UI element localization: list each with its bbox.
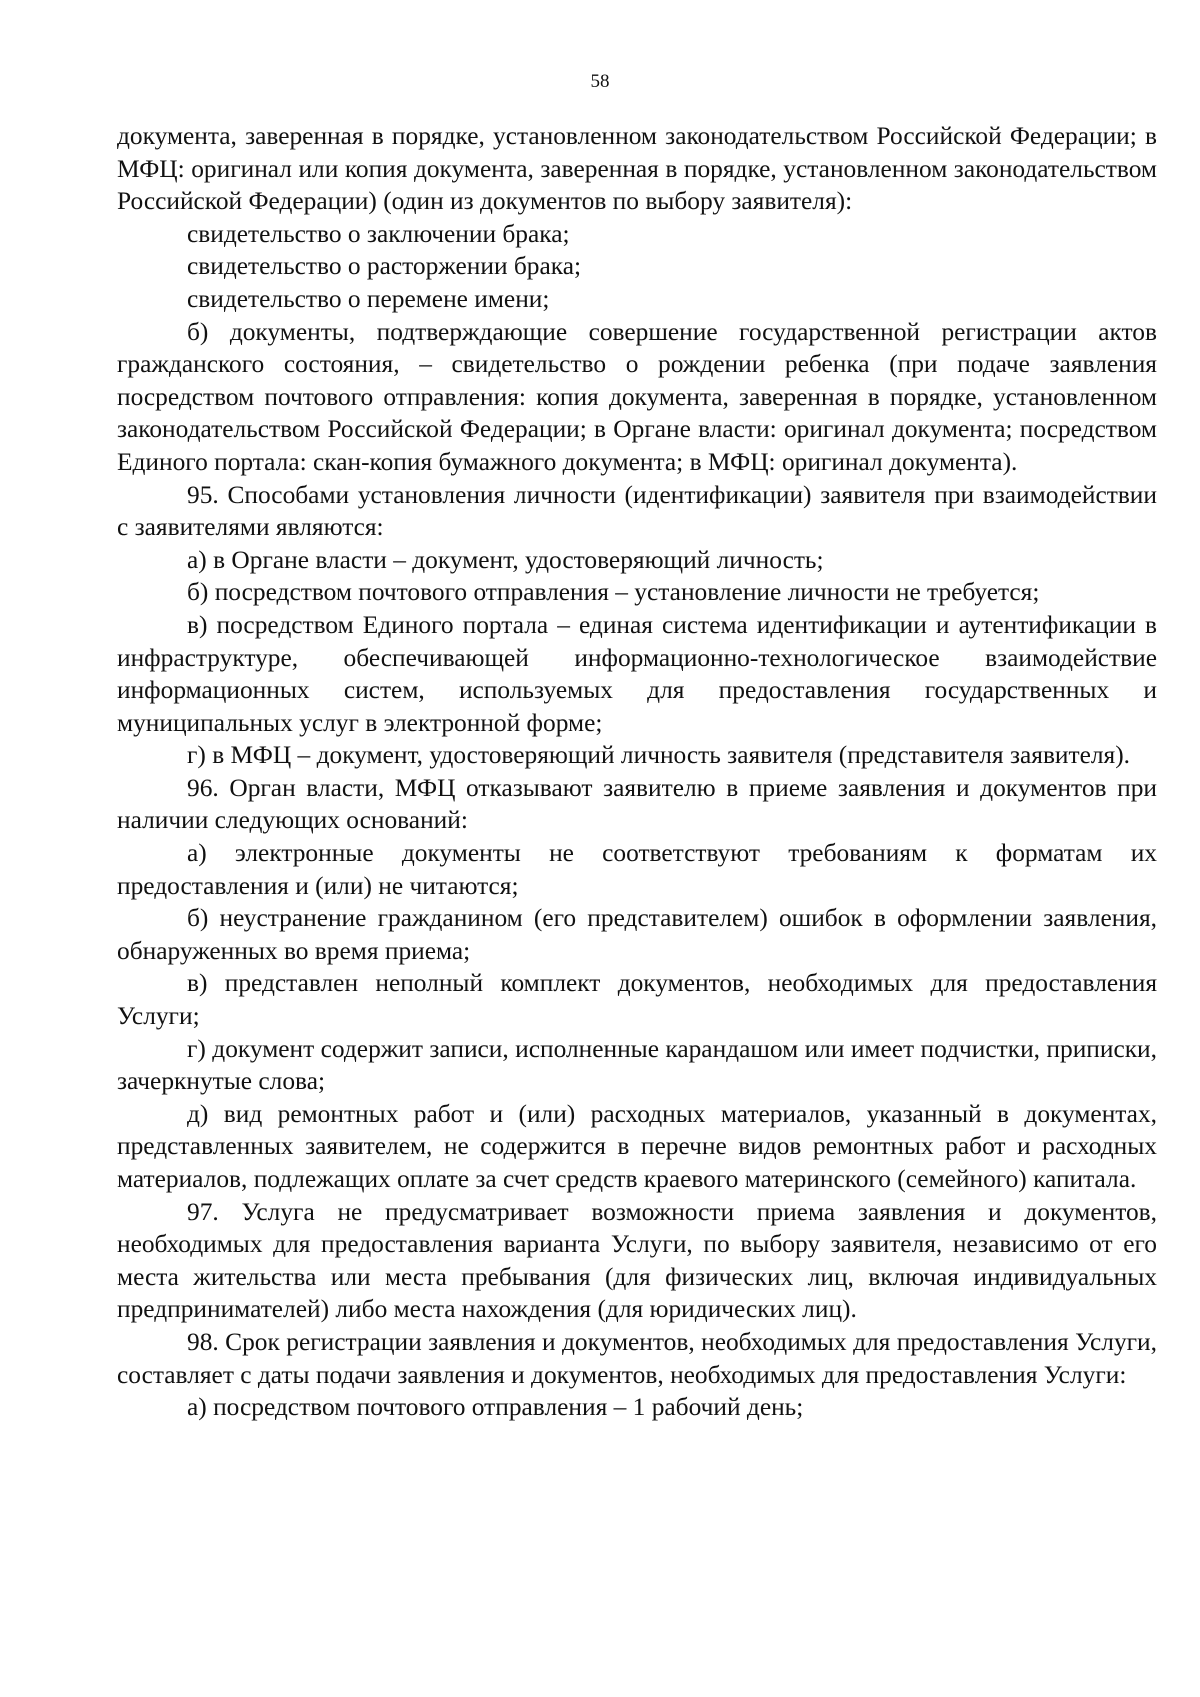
paragraph: б) посредством почтового отправления – установление личности не требуется; — [187, 578, 1040, 607]
paragraph: г) в МФЦ – документ, удостоверяющий личность заявителя (представителя заявителя). — [187, 741, 1131, 770]
paragraph: 95. Способами установления личности (идентификации) заявителя при взаимодействии с заявителями являются: — [117, 480, 1157, 542]
paragraph: 98. Срок регистрации заявления и документов, необходимых для предоставления Услуги, составляет с даты подачи заявления и документов, необходимых для предоставления Услуги: — [117, 1327, 1157, 1389]
paragraph: а) в Органе власти – документ, удостоверяющий личность; — [187, 545, 824, 574]
paragraph: в) посредством Единого портала – единая система идентификации и аутентификации в инфраструктуре, обеспечивающей информационно-технологическое взаимодействие информационных систем, используемых для предоставления государственных и муниципальных услуг в электронной форме; — [117, 610, 1157, 737]
paragraph: 96. Орган власти, МФЦ отказывают заявителю в приеме заявления и документов при наличии следующих оснований: — [117, 773, 1157, 835]
paragraph: г) документ содержит записи, исполненные карандашом или имеет подчистки, приписки, зачеркнутые слова; — [117, 1034, 1157, 1096]
paragraph: свидетельство о расторжении брака; — [187, 252, 582, 281]
paragraph: д) вид ремонтных работ и (или) расходных материалов, указанный в документах, представленных заявителем, не содержится в перечне видов ремонтных работ и расходных материалов, подлежащих оплате за счет средств краевого материнского (семейного) капитала. — [117, 1099, 1157, 1193]
document-body — [117, 120, 1157, 1424]
paragraph: 97. Услуга не предусматривает возможности приема заявления и документов, необходимых для предоставления варианта Услуги, по выбору заявителя, независимо от его места жительства или места пребывания (для физических лиц, включая индивидуальных предпринимателей) либо места нахождения (для юридических лиц). — [117, 1197, 1157, 1324]
paragraph: в) представлен неполный комплект документов, необходимых для предоставления Услуги; — [117, 969, 1157, 1031]
paragraph: б) неустранение гражданином (его представителем) ошибок в оформлении заявления, обнаруженных во время приема; — [117, 904, 1157, 965]
paragraph: свидетельство о перемене имени; — [187, 284, 550, 313]
page-number: 58 — [590, 71, 610, 92]
paragraph: свидетельство о заключении брака; — [187, 219, 570, 248]
paragraph: а) посредством почтового отправления – 1 рабочий день; — [187, 1393, 804, 1422]
paragraph: документа, заверенная в порядке, установленном законодательством Российской Федерации; в МФЦ: оригинал или копия документа, заверенная в порядке, установленном законодательством Российской Федерации) (один из документов по выбору заявителя): — [117, 122, 1157, 216]
paragraph: а) электронные документы не соответствуют требованиям к форматам их предоставления и (или) не читаются; — [117, 839, 1157, 900]
paragraph: б) документы, подтверждающие совершение государственной регистрации актов гражданского состояния, – свидетельство о рождении ребенка (при подаче заявления посредством почтового отправления: копия документа, заверенная в порядке, установленном законодательством Российской Федерации; в Органе власти: оригинал документа; посредством Единого портала: скан-копия бумажного документа; в МФЦ: оригинал документа). — [117, 317, 1157, 476]
